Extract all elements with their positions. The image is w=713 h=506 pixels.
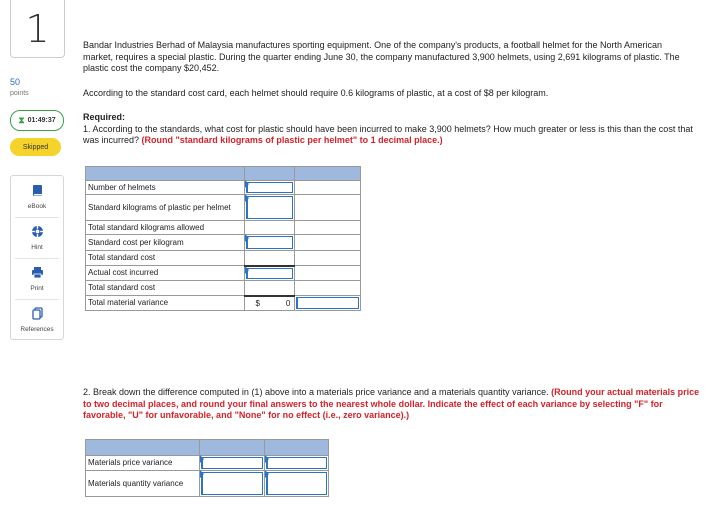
standard-cost-per-kg-input[interactable]	[245, 235, 295, 251]
standard-cost-table	[85, 166, 361, 311]
problem-intro: Bandar Industries Berhad of Malaysia manufactures sporting equipment. One of the company's products, a football helmet for the North American market, requires a special plastic. During the quarter ending June 30, the company manufactured 3,900 helmets, using 2,691 kilograms of plastic. The plastic cost the company $20,452.	[83, 40, 680, 73]
divider	[15, 299, 59, 300]
timer-badge	[10, 110, 64, 131]
requirement-2	[83, 387, 705, 422]
materials-price-variance-input[interactable]	[199, 456, 265, 471]
table-header	[86, 167, 361, 181]
table-row	[86, 296, 361, 311]
actual-cost-incurred-input[interactable]	[245, 266, 295, 281]
timer-text: 01:49:37	[27, 117, 56, 124]
status-badge: Skipped	[10, 138, 61, 156]
printer-icon	[31, 266, 44, 279]
lifebuoy-icon	[31, 225, 44, 238]
required-heading: Required:	[83, 112, 126, 122]
requirement-1-note: (Round "standard kilograms of plastic per helmet" to 1 decimal place.)	[141, 135, 443, 145]
requirement-2-note: (Round your actual materials price to two decimal places, and round your final answers to the nearest whole dollar. Indicate the effect of each variance by selecting "F" for favorable, "U" for unfavorable, and "None" for no effect (i.e., zero variance).)	[83, 387, 700, 420]
hourglass-icon: ⧗	[18, 115, 25, 125]
variance-value: 0	[285, 298, 291, 308]
row-label: Total standard kilograms allowed	[86, 221, 245, 235]
tools-panel	[10, 175, 64, 340]
materials-price-variance-effect-select[interactable]	[265, 456, 329, 471]
print-button[interactable]	[11, 266, 63, 292]
requirement-1	[83, 112, 695, 147]
total-material-variance-effect-select[interactable]	[295, 296, 361, 311]
question-number: 1	[10, 0, 65, 58]
row-label: Number of helmets	[86, 181, 245, 195]
ebook-button[interactable]	[11, 184, 63, 210]
table-row	[86, 456, 329, 471]
table-header	[86, 440, 329, 456]
hint-label: Hint	[31, 244, 43, 251]
row-label: Standard cost per kilogram	[86, 235, 245, 251]
total-material-variance-value	[245, 296, 295, 311]
row-label: Actual cost incurred	[86, 266, 245, 281]
row-label: Total standard cost	[86, 281, 245, 296]
table-row	[86, 235, 361, 251]
row-label: Total material variance	[86, 296, 245, 311]
table-row	[86, 471, 329, 497]
points-label: points	[10, 90, 29, 97]
standard-kg-per-helmet-input[interactable]	[245, 195, 295, 221]
row-label: Materials quantity variance	[86, 471, 200, 497]
print-label: Print	[30, 285, 44, 292]
standard-cost-text: According to the standard cost card, each helmet should require 0.6 kilograms of plastic, at a cost of $8 per kilogram.	[83, 88, 549, 98]
requirement-2-text: 2. Break down the difference computed in (1) above into a materials price variance and a materials quantity variance.	[83, 387, 549, 397]
table-row	[86, 251, 361, 266]
row-label: Materials price variance	[86, 456, 200, 471]
table-row	[86, 281, 361, 296]
table-row	[86, 195, 361, 221]
divider	[15, 258, 59, 259]
book-icon	[31, 184, 44, 197]
materials-quantity-variance-input[interactable]	[199, 471, 265, 497]
table-row	[86, 221, 361, 235]
row-label: Total standard cost	[86, 251, 245, 266]
divider	[15, 217, 59, 218]
requirement-1-text: 1. According to the standards, what cost for plastic should have been incurred to make 3,900 helmets? How much greater or less is this than the cost that was incurred?	[83, 123, 693, 145]
number-of-helmets-input[interactable]	[245, 181, 295, 195]
table-row	[86, 266, 361, 281]
currency-symbol: $	[255, 298, 260, 308]
materials-quantity-variance-effect-select[interactable]	[265, 471, 329, 497]
references-label: References	[20, 326, 54, 333]
table-row	[86, 181, 361, 195]
points-value: 50	[10, 77, 21, 87]
references-button[interactable]	[11, 307, 63, 333]
ebook-label: eBook	[27, 203, 47, 210]
variance-breakdown-table	[85, 439, 329, 497]
references-icon	[31, 307, 44, 320]
row-label: Standard kilograms of plastic per helmet	[86, 195, 245, 221]
hint-button[interactable]	[11, 225, 63, 251]
